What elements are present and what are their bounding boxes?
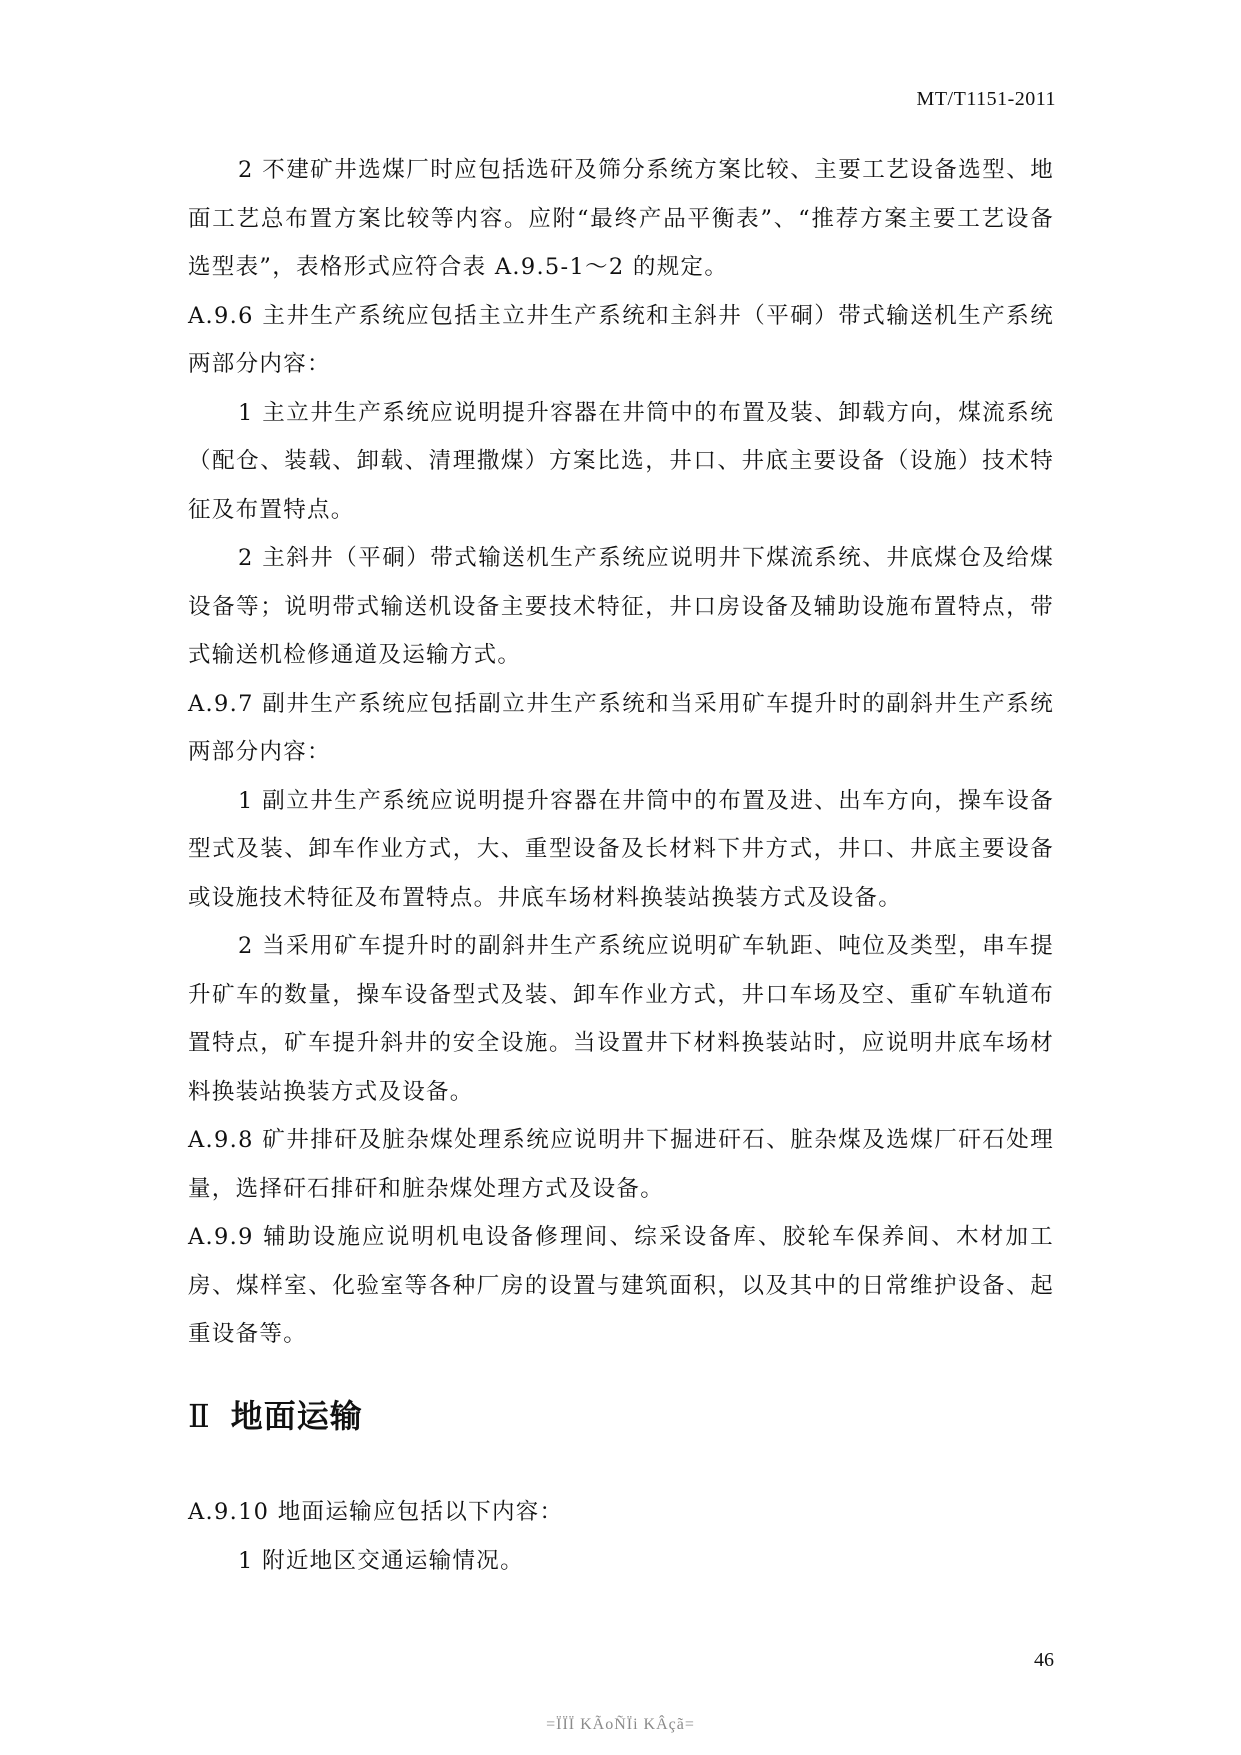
- section-heading: [188, 1391, 363, 1437]
- clause-a-9-9: A.9.9 辅助设施应说明机电设备修理间、综采设备库、胶轮车保养间、木材加工房、煤样室、化验室等各种厂房的设置与建筑面积，以及其中的日常维护设备、起重设备等。: [188, 1224, 1054, 1347]
- section-number: Ⅱ: [188, 1398, 211, 1434]
- body-text-block-2: [188, 1488, 1054, 1585]
- paragraph-auxiliary-incline: 2 当采用矿车提升时的副斜井生产系统应说明矿车轨距、吨位及类型，串车提升矿车的数量，操车设备型式及装、卸车作业方式，井口车场及空、重矿车轨道布置特点，矿车提升斜井的安全设施。当设置井下材料换装站时，应说明井底车场材料换装站换装方式及设备。: [188, 933, 1054, 1105]
- paragraph-item-2-no-washery: 2 不建矿井选煤厂时应包括选矸及筛分系统方案比较、主要工艺设备选型、地面工艺总布置方案比较等内容。应附“最终产品平衡表”、“推荐方案主要工艺设备选型表”，表格形式应符合表 A.9.5-1～2 的规定。: [188, 157, 1054, 280]
- clause-a-9-6: A.9.6 主井生产系统应包括主立井生产系统和主斜井（平硐）带式输送机生产系统两部分内容：: [188, 302, 1054, 377]
- footer-watermark: =ÏÏÏ KÃoÑÏi KÂçã=: [546, 1716, 695, 1733]
- page-number: 46: [1034, 1649, 1054, 1671]
- paragraph-auxiliary-vertical-shaft: 1 副立井生产系统应说明提升容器在井筒中的布置及进、出车方向，操车设备型式及装、卸车作业方式，大、重型设备及长材料下井方式，井口、井底主要设备或设施技术特征及布置特点。井底车场材料换装站换装方式及设备。: [188, 787, 1054, 911]
- paragraph-main-vertical-shaft: 1 主立井生产系统应说明提升容器在井筒中的布置及装、卸载方向，煤流系统（配仓、装载、卸载、清理撒煤）方案比选，井口、井底主要设备（设施）技术特征及布置特点。: [188, 399, 1054, 523]
- clause-a-9-7: A.9.7 副井生产系统应包括副立井生产系统和当采用矿车提升时的副斜井生产系统两部分内容：: [188, 690, 1054, 765]
- clause-a-9-10: A.9.10 地面运输应包括以下内容：: [188, 1499, 564, 1525]
- clause-a-9-8: A.9.8 矿井排矸及脏杂煤处理系统应说明井下掘进矸石、脏杂煤及选煤厂矸石处理量，选择矸石排矸和脏杂煤处理方式及设备。: [188, 1127, 1054, 1202]
- paragraph-main-incline-belt: 2 主斜井（平硐）带式输送机生产系统应说明井下煤流系统、井底煤仓及给煤设备等；说明带式输送机设备主要技术特征，井口房设备及辅助设施布置特点，带式输送机检修通道及运输方式。: [188, 545, 1054, 668]
- paragraph-local-transport: 1 附近地区交通运输情况。: [238, 1547, 524, 1574]
- body-text-block: [188, 146, 1054, 1359]
- section-title: 地面运输: [230, 1397, 363, 1435]
- document-code: MT/T1151-2011: [916, 88, 1056, 110]
